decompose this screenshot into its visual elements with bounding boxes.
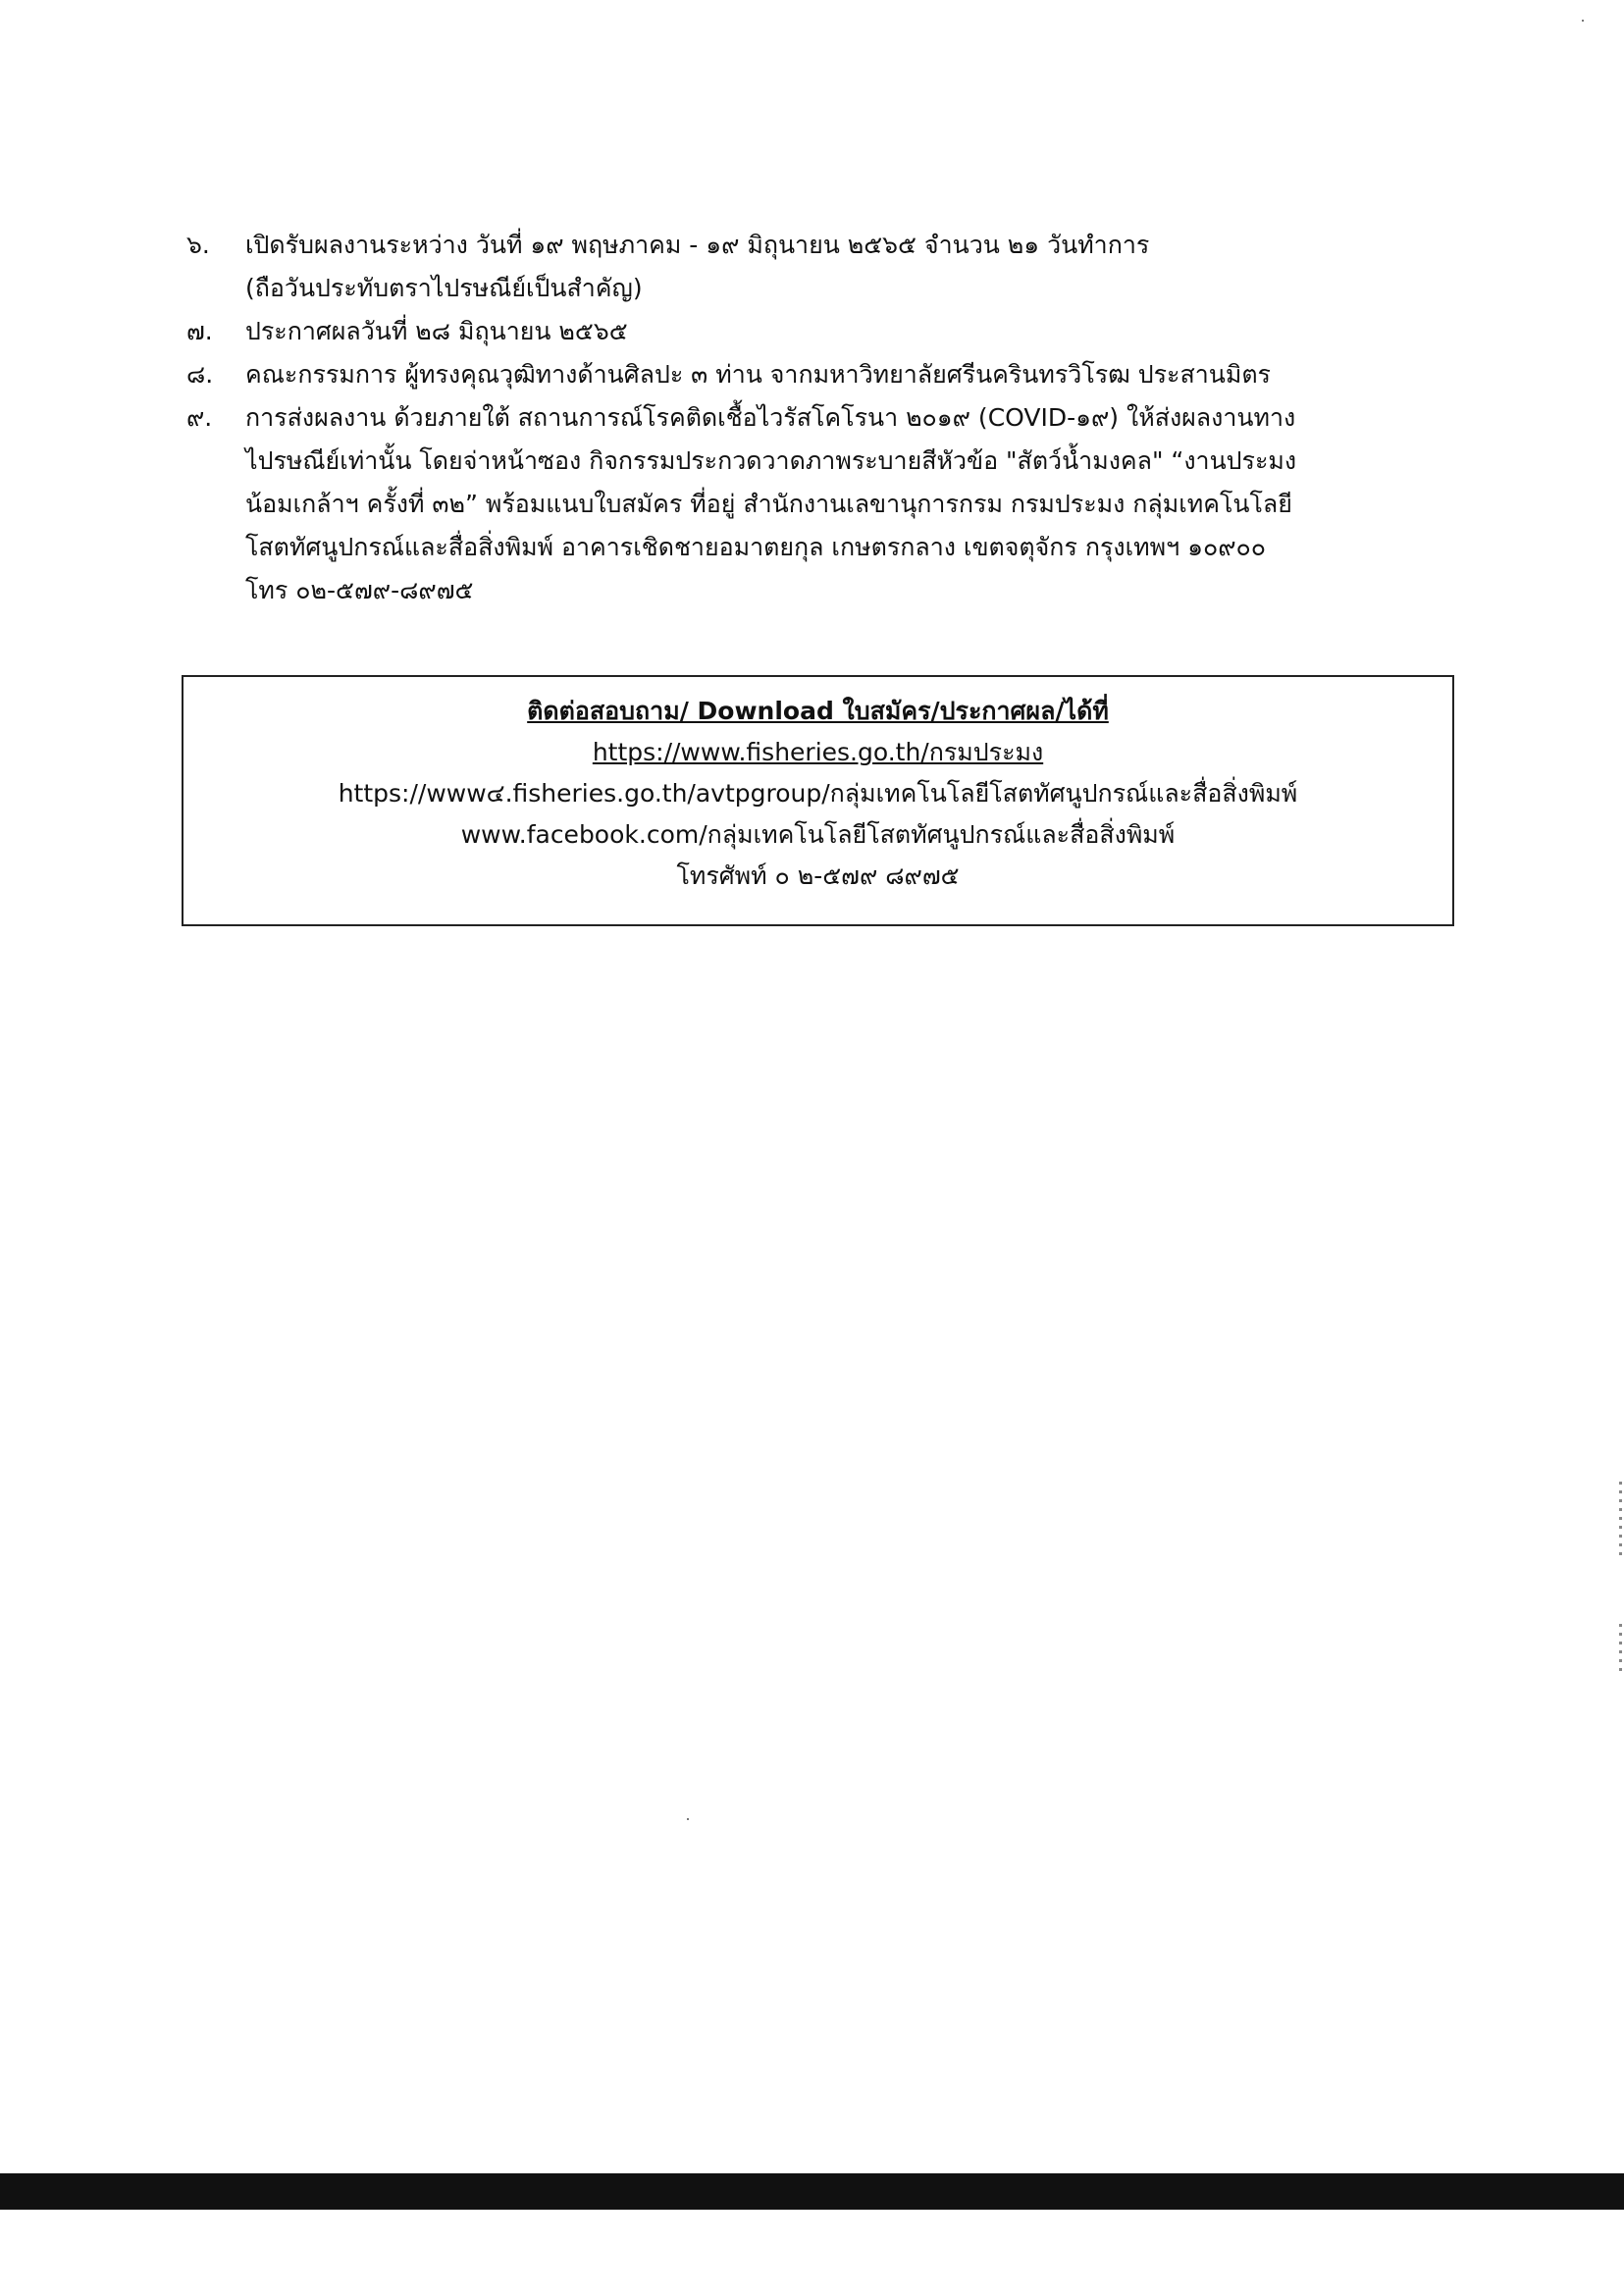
info-list [186,224,1452,612]
item-text: โสตทัศนูปกรณ์และสื่อสิ่งพิมพ์ อาคารเชิดชายอมาตยกุล เกษตรกลาง เขตจตุจักร กรุงเทพฯ ๑๐๙๐๐ [245,533,1267,561]
contact-title: ติดต่อสอบถาม/ Download ใบสมัคร/ประกาศผล/ได้ที่ [527,697,1109,725]
avtp-website-link[interactable]: https://www๔.fisheries.go.th/avtpgroup/กลุ่มเทคโนโลยีโสตทัศนูปกรณ์และสื่อสิ่งพิมพ์ [338,779,1298,808]
scan-speck [687,1818,689,1820]
item-text: โทร ๐๒-๕๗๙-๘๙๗๕ [245,576,474,604]
list-item-6 [186,224,1452,310]
scan-speck [1582,20,1584,22]
facebook-link[interactable]: www.facebook.com/กลุ่มเทคโนโลยีโสตทัศนูปกรณ์และสื่อสิ่งพิมพ์ [460,820,1176,849]
website-link[interactable]: https://www.fisheries.go.th/กรมประมง [592,738,1044,766]
item-text: ไปรษณีย์เท่านั้น โดยจ่าหน้าซอง กิจกรรมประกวดวาดภาพระบายสีหัวข้อ "สัตว์น้ำมงคล" “งานประมง [245,446,1297,475]
contact-phone: โทรศัพท์ ๐ ๒-๕๗๙ ๘๙๗๕ [676,861,960,890]
item-text: การส่งผลงาน ด้วยภายใต้ สถานการณ์โรคติดเชื้อไวรัสโคโรนา ๒๐๑๙ (COVID-๑๙) ให้ส่งผลงานทาง [245,403,1296,432]
item-number: ๘. [186,360,214,389]
item-text: คณะกรรมการ ผู้ทรงคุณวุฒิทางด้านศิลปะ ๓ ท่าน จากมหาวิทยาลัยศรีนครินทรวิโรฒ ประสานมิตร [245,360,1271,389]
scan-bottom-bar [0,2173,1624,2210]
list-item-9 [186,396,1452,612]
list-item-8 [186,353,1452,396]
scan-edge-mark [1619,1482,1622,1560]
scan-edge-mark [1619,1624,1622,1673]
item-text: (ถือวันประทับตราไปรษณีย์เป็นสำคัญ) [245,274,643,302]
list-item-7 [186,310,1452,353]
item-number: ๖. [186,231,210,259]
contact-box [182,675,1454,926]
item-text: น้อมเกล้าฯ ครั้งที่ ๓๒” พร้อมแนบใบสมัคร ที่อยู่ สำนักงานเลขานุการกรม กรมประมง กลุ่มเทคโนโลยี [245,490,1292,518]
item-text: ประกาศผลวันที่ ๒๘ มิถุนายน ๒๕๖๕ [245,317,628,345]
item-number: ๙. [186,403,213,432]
item-text: เปิดรับผลงานระหว่าง วันที่ ๑๙ พฤษภาคม - ๑๙ มิถุนายน ๒๕๖๕ จำนวน ๒๑ วันทำการ [245,231,1150,259]
item-number: ๗. [186,317,213,345]
